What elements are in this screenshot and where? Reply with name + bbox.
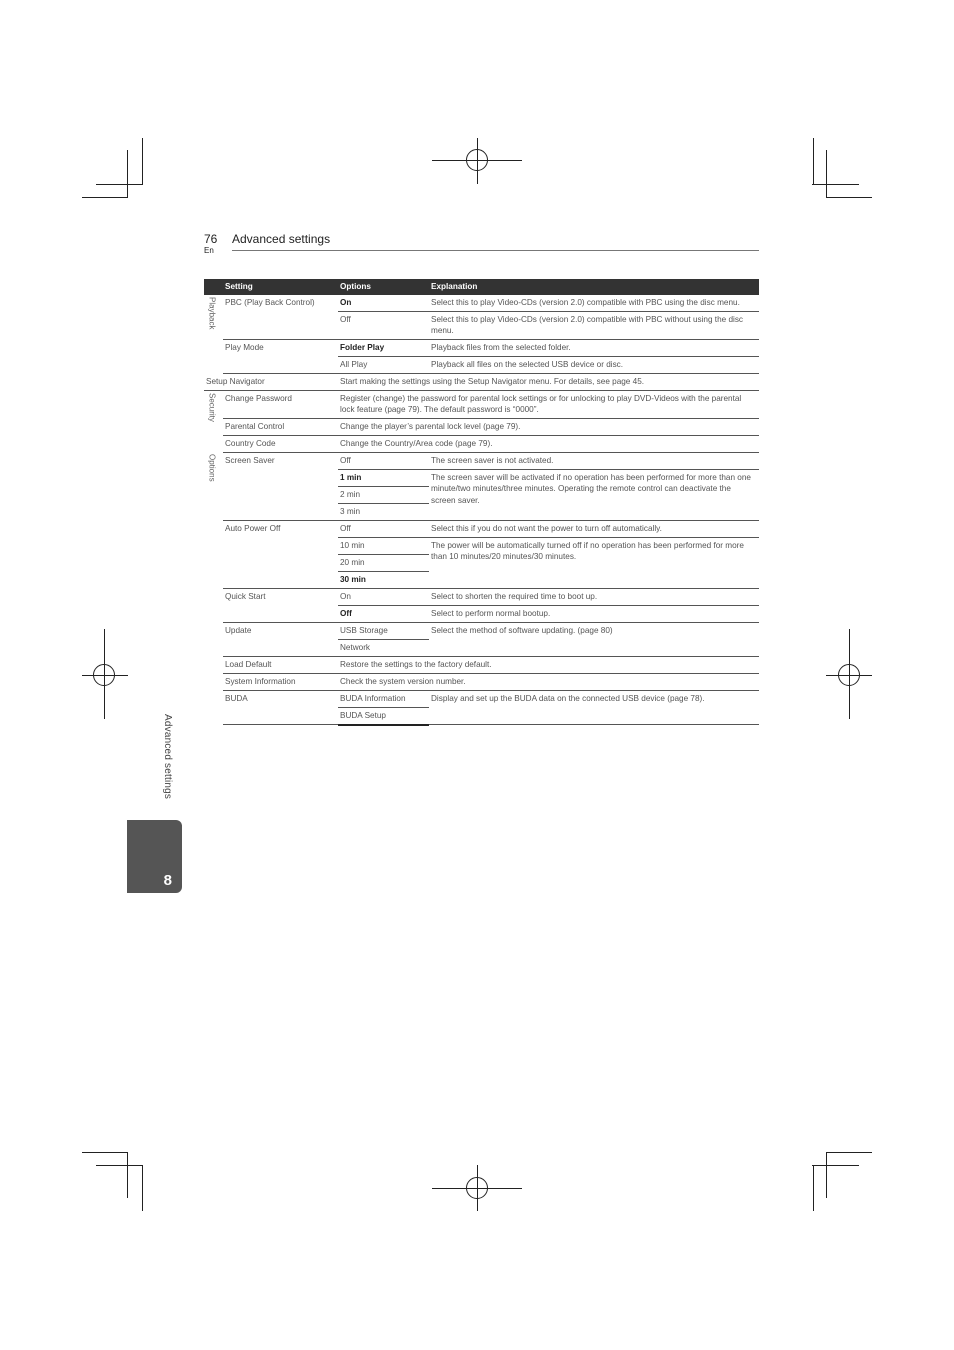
option-cell: Off <box>338 311 429 339</box>
column-header-explanation: Explanation <box>429 279 759 295</box>
setting-cell: Parental Control <box>223 418 338 435</box>
language-code: En <box>204 246 214 255</box>
table-row <box>204 373 759 390</box>
table-row <box>204 418 759 435</box>
option-cell: Off <box>338 452 429 469</box>
table-header-row <box>204 279 759 295</box>
explanation-cell: Change the player’s parental lock level (page 79). <box>338 418 759 435</box>
setting-cell: Screen Saver <box>223 452 338 520</box>
option-cell: 20 min <box>338 554 429 571</box>
explanation-cell: Start making the settings using the Setup Navigator menu. For details, see page 45. <box>338 373 759 390</box>
setting-cell: Quick Start <box>223 588 338 622</box>
settings-table <box>204 279 759 726</box>
table-row <box>204 656 759 673</box>
explanation-cell: Check the system version number. <box>338 673 759 690</box>
setting-cell: Setup Navigator <box>204 373 338 390</box>
explanation-cell: Select this to play Video-CDs (version 2.0) compatible with PBC without using the disc menu. <box>429 311 759 339</box>
setting-cell: Load Default <box>223 656 338 673</box>
setting-cell: Country Code <box>223 435 338 452</box>
table-row <box>204 690 759 707</box>
chapter-number: 8 <box>163 872 172 889</box>
chapter-tab <box>127 820 182 893</box>
explanation-cell: Playback all files on the selected USB device or disc. <box>429 356 759 373</box>
option-cell: Off <box>338 605 429 622</box>
setting-cell: Auto Power Off <box>223 520 338 588</box>
explanation-cell: The screen saver is not activated. <box>429 452 759 469</box>
option-cell: Folder Play <box>338 339 429 356</box>
page-title: Advanced settings <box>232 232 331 246</box>
explanation-cell: Select to shorten the required time to boot up. <box>429 588 759 605</box>
setting-cell: BUDA <box>223 690 338 725</box>
column-header-setting: Setting <box>223 279 338 295</box>
option-cell: USB Storage <box>338 622 429 639</box>
option-cell: 10 min <box>338 537 429 554</box>
option-cell: Off <box>338 520 429 537</box>
explanation-cell: The power will be automatically turned off if no operation has been performed for more than 10 minutes/20 minutes/30 minutes. <box>429 537 759 588</box>
explanation-cell: Select to perform normal bootup. <box>429 605 759 622</box>
explanation-cell: Select this to play Video-CDs (version 2.0) compatible with PBC using the disc menu. <box>429 295 759 312</box>
table-row <box>204 295 759 312</box>
group-label-security: Security <box>207 392 217 422</box>
table-row <box>204 452 759 469</box>
option-cell: 1 min <box>338 469 429 486</box>
table-row <box>204 435 759 452</box>
explanation-cell: Select the method of software updating. (page 80) <box>429 622 759 656</box>
table-row <box>204 520 759 537</box>
table-row <box>204 588 759 605</box>
header-rule <box>232 250 759 251</box>
option-cell: On <box>338 295 429 312</box>
table-row <box>204 622 759 639</box>
setting-cell: Change Password <box>223 390 338 418</box>
explanation-cell: Register (change) the password for parental lock settings or for unlocking to play DVD-Videos with the parental lock feature (page 79). The default password is “0000”. <box>338 390 759 418</box>
column-header-options: Options <box>338 279 429 295</box>
option-cell: On <box>338 588 429 605</box>
page-number: 76 <box>204 232 218 246</box>
setting-cell: Update <box>223 622 338 656</box>
explanation-cell: Display and set up the BUDA data on the connected USB device (page 78). <box>429 690 759 725</box>
option-cell: Network <box>338 639 429 656</box>
header-group-cell <box>204 279 223 295</box>
explanation-cell: Playback files from the selected folder. <box>429 339 759 356</box>
explanation-cell: The screen saver will be activated if no operation has been performed for more than one minute/two minutes/three minutes. Operating the remote control can deactivate the screen saver. <box>429 469 759 520</box>
side-section-label: Advanced settings <box>162 714 173 800</box>
setting-cell: Play Mode <box>223 339 338 373</box>
setting-cell: PBC (Play Back Control) <box>223 295 338 340</box>
option-cell: 3 min <box>338 503 429 520</box>
group-label-options: Options <box>207 454 217 482</box>
option-cell: BUDA Information <box>338 690 429 707</box>
option-cell: All Play <box>338 356 429 373</box>
explanation-cell: Restore the settings to the factory default. <box>338 656 759 673</box>
explanation-cell: Select this if you do not want the power to turn off automatically. <box>429 520 759 537</box>
table-row <box>204 390 759 418</box>
option-cell: BUDA Setup <box>338 707 429 725</box>
setting-cell: System Information <box>223 673 338 690</box>
option-cell: 30 min <box>338 571 429 588</box>
option-cell: 2 min <box>338 486 429 503</box>
table-row <box>204 673 759 690</box>
explanation-cell: Change the Country/Area code (page 79). <box>338 435 759 452</box>
group-label-playback: Playback <box>207 296 217 329</box>
table-row <box>204 339 759 356</box>
